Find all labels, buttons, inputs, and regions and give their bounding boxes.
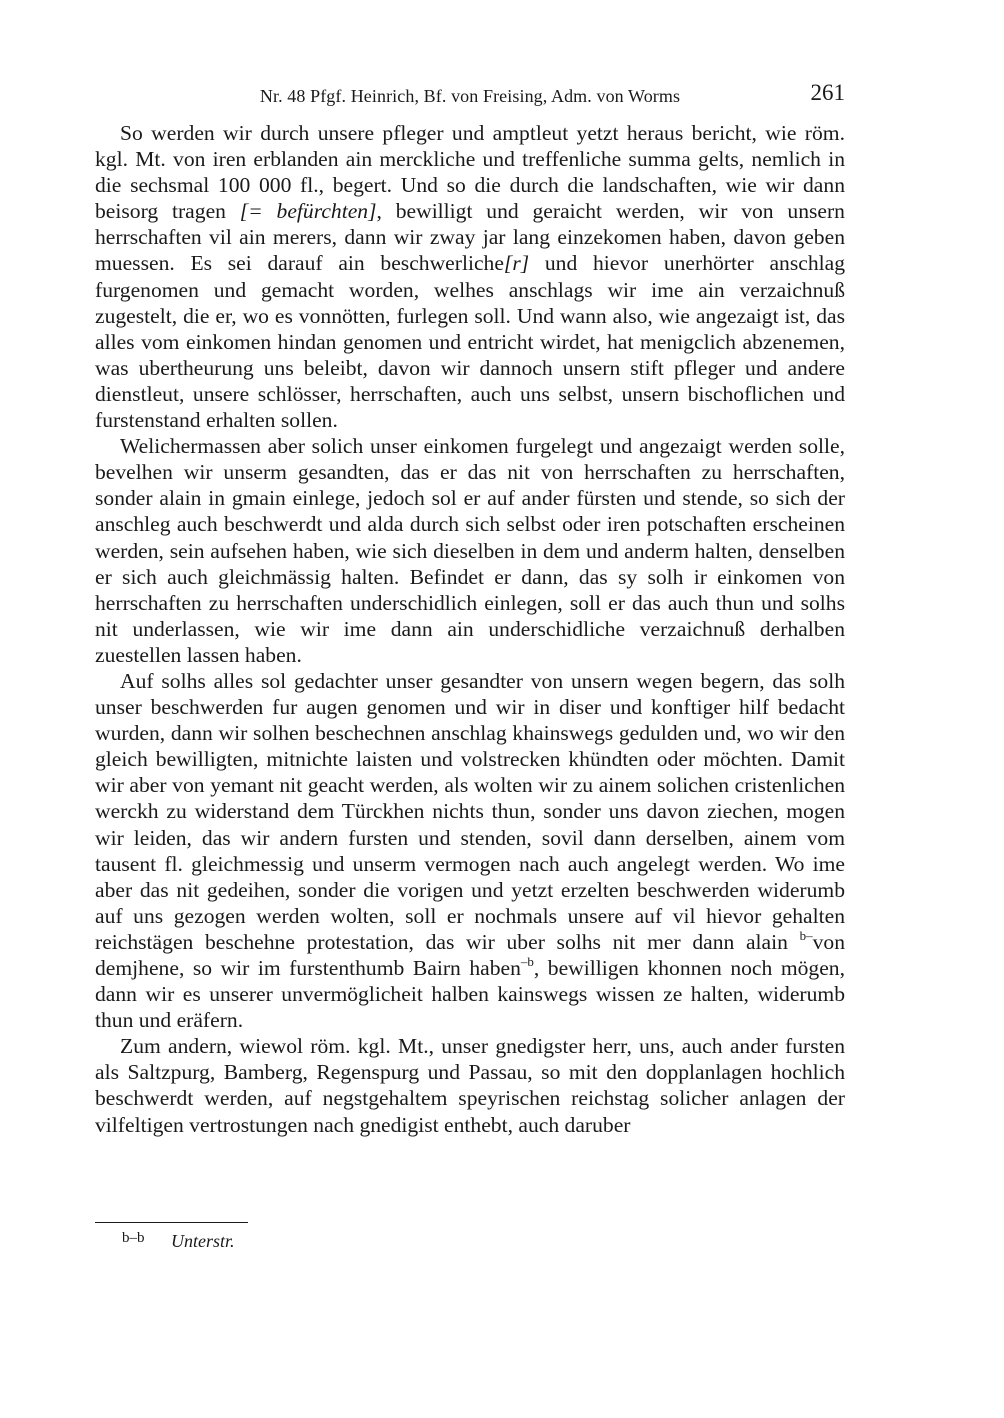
footnote-mark: b–b xyxy=(122,1230,145,1246)
paragraph-1-part-b: , bewilligt und geraicht werden, wir von unsern herrschaften vil ain merers, dann wir zway jar lang einzekomen haben, davon geben muessen. Es sei darauf ain beschwerliche xyxy=(95,199,845,276)
main-text xyxy=(95,120,845,1138)
paragraph-1-part-a: So werden wir durch unsere pfleger und amptleut yetzt heraus bericht, wie röm. kgl. Mt. von iren erblanden ain merckliche und treffenliche summa gelts, nemlich in die sechsmal 100 000 fl., begert. Und so die durch die landschaften, wie wir dann beisorg tragen xyxy=(95,121,845,224)
editorial-gloss: [= befürchten] xyxy=(239,199,377,224)
paragraph-4: Zum andern, wiewol röm. kgl. Mt., unser gnedigster herr, uns, auch ander fursten als Saltzpurg, Bamberg, Regenspurg und Passau, so mit den dopplanlagen hochlich beschwerdt werden, auf negstgehaltem speyrischen reichstag solicher anlagen der vilfeltigen vertrostungen nach gnedigist enthebt, auch daruber xyxy=(95,1034,845,1137)
paragraph-2: Welichermassen aber solich unser einkomen furgelegt und angezaigt werden solle, bevelhen wir unserm gesandten, das er das nit von herrschaften zu herrschaften, sonder alain in gmain einlege, jedoch sol er auf ander fürsten und stende, so sich der anschleg auch beschwerdt und alda durch sich selbst oder iren potschaften erscheinen werden, sein aufsehen haben, wie sich dieselben in dem und anderm halten, denselben er sich auch gleichmässig halten. Befindet er dann, das sy solh ir einkomen von herrschaften zu herrschaften underschidlich einlegen, soll er das auch thun und solhs nit underlassen, wie wir ime dann ain underschidliche verzaichnuß derhalben zuestellen lassen haben. xyxy=(95,434,845,667)
paragraph-3-part-a: Auf solhs alles sol gedachter unser gesandter von unsern wegen begern, das solh unser beschwerden fur augen genomen und wir in diser und konftiger hilf bedacht wurden, dann wir solhen beschechnen anschlag khainswegs gedulden und, wo wir den gleich bewilligten, mitnichte laisten und volstrecken khündten oder möchten. Damit wir aber von yemant nit geacht werden, als wolten wir zu ainem solichen cristenlichen werckh zu widerstand dem Türckhen nichts thun, sonder uns davon ziechen, mogen wir leiden, das wir andern fursten und stenden, sovil dann derselben, ainem vom tausent fl. gleichmessig und unserm vermogen nach auch angelegt werden. Wo ime aber das nit gedeihen, sonder die vorigen und yetzt erzelten beschwerden widerumb auf uns gezogen werden wolten, soll er nochmals unsere auf vil hievor gehalten reichstägen beschehne protestation, das wir uber solhs nit mer dann alain xyxy=(95,668,845,954)
paragraph-1 xyxy=(95,120,845,433)
paragraph-1-part-c: und hievor unerhörter anschlag furgenomen und gemacht worden, welhes anschlags wir ime ain verzaichnuß zugestelt, die er, wo es vonnötten, furlegen soll. Und wann also, wie angezaigt ist, das alles vom einkomen hindan genomen und entricht wirdet, hat menigclich abzenemen, was ubertheurung uns beleibt, davon wir dannoch unsern stift pfleger und andere dienstleut, unsere schlösser, herrschaften, auch uns selbst, unsern bischoflichen und furstenstand erhalten sollen. xyxy=(95,251,846,433)
footnote-separator xyxy=(95,1222,248,1223)
page-number: 261 xyxy=(810,80,845,105)
footnote-mark-open: b– xyxy=(799,927,813,943)
editorial-emendation: [r] xyxy=(503,251,530,276)
footnote-mark-close: –b xyxy=(520,954,534,969)
footnote-text: Unterstr. xyxy=(171,1231,235,1251)
paragraph-3 xyxy=(95,668,845,1033)
running-head-title: Nr. 48 Pfgf. Heinrich, Bf. von Freising, Adm. von Worms xyxy=(259,86,681,106)
running-head xyxy=(95,80,845,110)
paragraph-3-part-c: , bewilligen khonnen noch mögen, dann wir es unserer unvermöglicheit halben kainswegs wissen ze halten, widerumb thun und eräfern. xyxy=(95,956,846,1033)
paragraph-3-part-b: von demjhene, so wir im furstenthumb Bairn haben xyxy=(95,929,845,980)
